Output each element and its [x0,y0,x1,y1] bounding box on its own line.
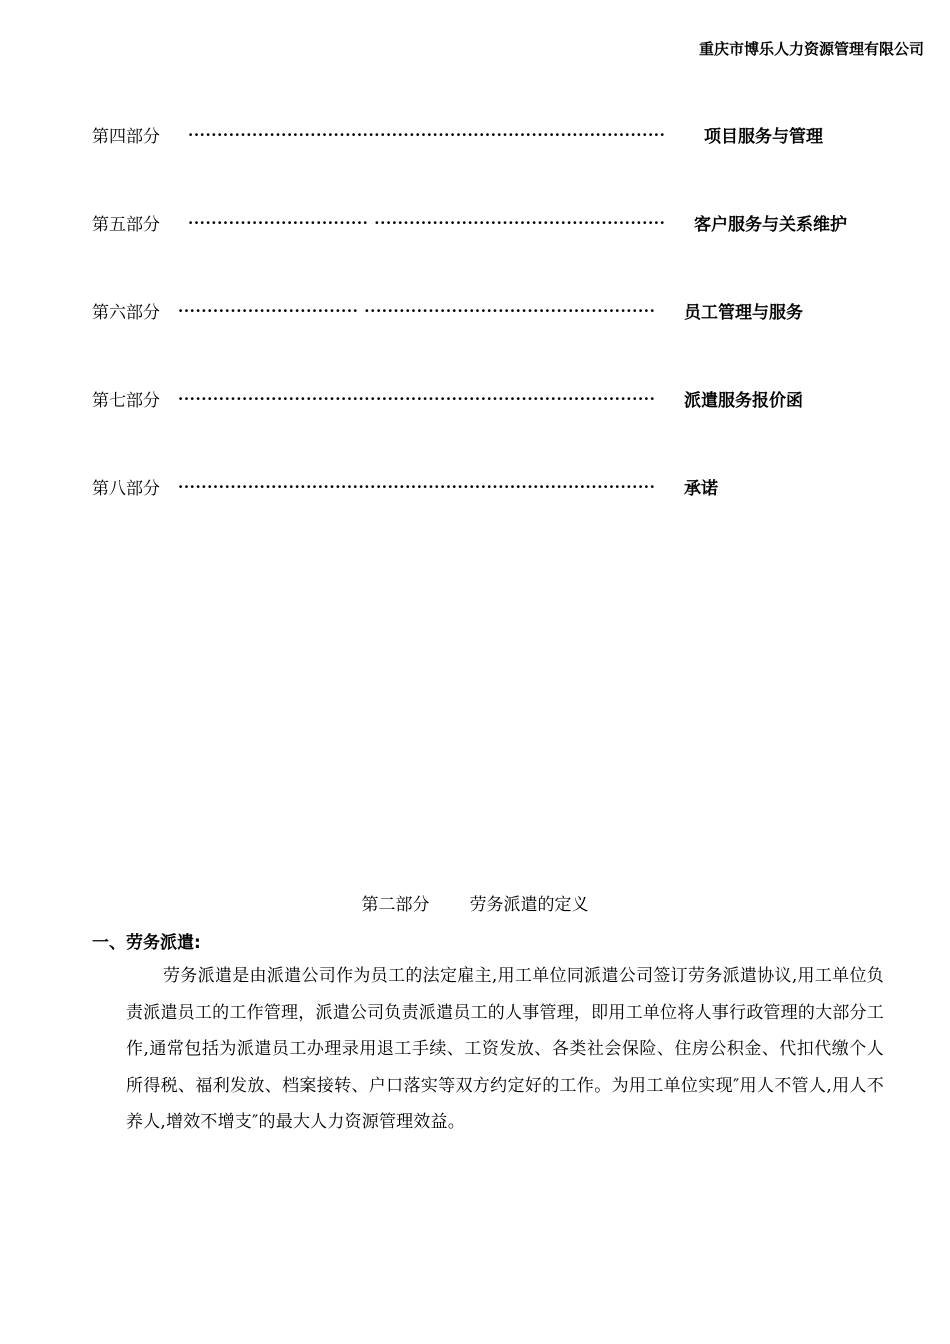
toc-entry-title: 承诺 [684,479,718,499]
section-heading [0,890,950,915]
section-part-label: 第二部分 [361,895,430,915]
toc-entry-title: 派遣服务报价函 [684,391,803,411]
toc-part-label: 第六部分 [92,303,160,323]
toc-entry-title: 员工管理与服务 [684,303,803,323]
toc-leader-dots: ·················································································· [188,126,666,144]
toc-entry-title: 客户服务与关系维护 [694,215,847,235]
toc-leader-dots: ······························· ·················································· [188,214,666,232]
toc-leader-dots: ·················································································· [178,390,656,408]
toc-part-label: 第八部分 [92,479,160,499]
toc-part-label: 第五部分 [92,215,160,235]
subsection-heading: 一、劳务派遣: [92,933,201,953]
company-header: 重庆市博乐人力资源管理有限公司 [698,40,924,58]
section-title: 劳务派遣的定义 [469,895,589,915]
toc-part-label: 第七部分 [92,391,160,411]
toc-entry-title: 项目服务与管理 [704,127,823,147]
toc-leader-dots: ·················································································· [178,478,656,496]
definition-paragraph: 劳务派遣是由派遣公司作为员工的法定雇主,用工单位同派遣公司签订劳务派遣协议,用工单位负责派遣员工的工作管理，派遣公司负责派遣员工的人事管理，即用工单位将人事行政管理的大部分工作,通常包括为派遣员工办理录用退工手续、工资发放、各类社会保险、住房公积金、代扣代缴个人所得税、福利发放、档案接转、户口落实等双方约定好的工作。为用工单位实现″用人不管人,用人不养人,增效不增支″的最大人力资源管理效益。 [126,966,884,1132]
toc-part-label: 第四部分 [92,127,160,147]
toc-leader-dots: ······························· ·················································· [178,302,656,320]
